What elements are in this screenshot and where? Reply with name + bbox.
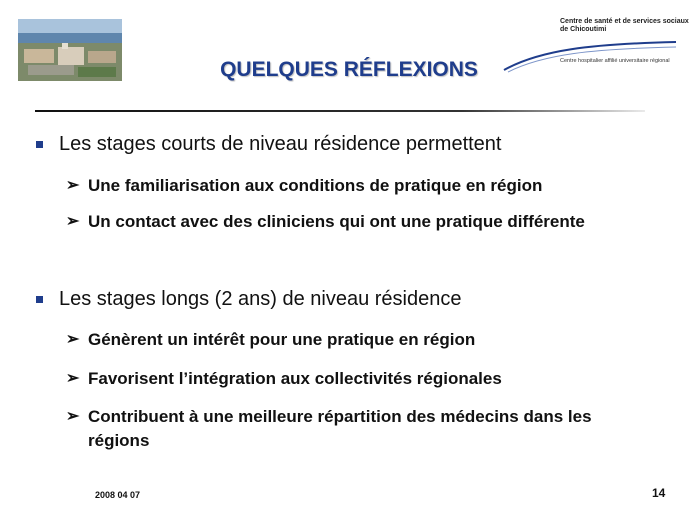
arrow-bullet-icon: ➢ — [66, 331, 80, 348]
square-bullet-icon — [36, 296, 43, 303]
sub-bullet-item — [66, 405, 636, 453]
bullet-text: Les stages courts de niveau résidence permettent — [59, 133, 502, 155]
logo-text-line2: de Chicoutimi — [560, 26, 607, 33]
square-bullet-icon — [36, 141, 43, 148]
sub-bullet-item — [66, 174, 666, 198]
slide-date: 2008 04 07 — [95, 490, 141, 500]
arrow-bullet-icon: ➢ — [66, 408, 80, 425]
sub-bullet-text: Favorisent l’intégration aux collectivités régionales — [88, 369, 502, 388]
title-divider — [35, 110, 645, 112]
sub-bullet-item — [66, 210, 666, 234]
sub-bullet-text: Un contact avec des cliniciens qui ont une pratique différente — [88, 212, 585, 231]
slide-title: QUELQUES RÉFLEXIONS — [220, 58, 478, 81]
sub-bullet-text: Contribuent à une meilleure répartition des médecins dans les régions — [88, 407, 592, 450]
arrow-bullet-icon: ➢ — [66, 370, 80, 387]
arrow-bullet-icon: ➢ — [66, 213, 80, 230]
logo-subtitle: Centre hospitalier affilié universitaire régional — [560, 58, 670, 64]
sub-bullet-item — [66, 328, 666, 352]
sub-bullet-item — [66, 367, 666, 391]
sub-bullet-text: Une familiarisation aux conditions de pratique en région — [88, 176, 543, 195]
sub-bullet-text: Génèrent un intérêt pour une pratique en région — [88, 330, 476, 349]
logo-text-line1: Centre de santé et de services sociaux — [560, 18, 689, 25]
slide-page-number: 14 — [652, 486, 666, 500]
bullet-text: Les stages longs (2 ans) de niveau résidence — [59, 288, 462, 310]
arrow-bullet-icon: ➢ — [66, 177, 80, 194]
